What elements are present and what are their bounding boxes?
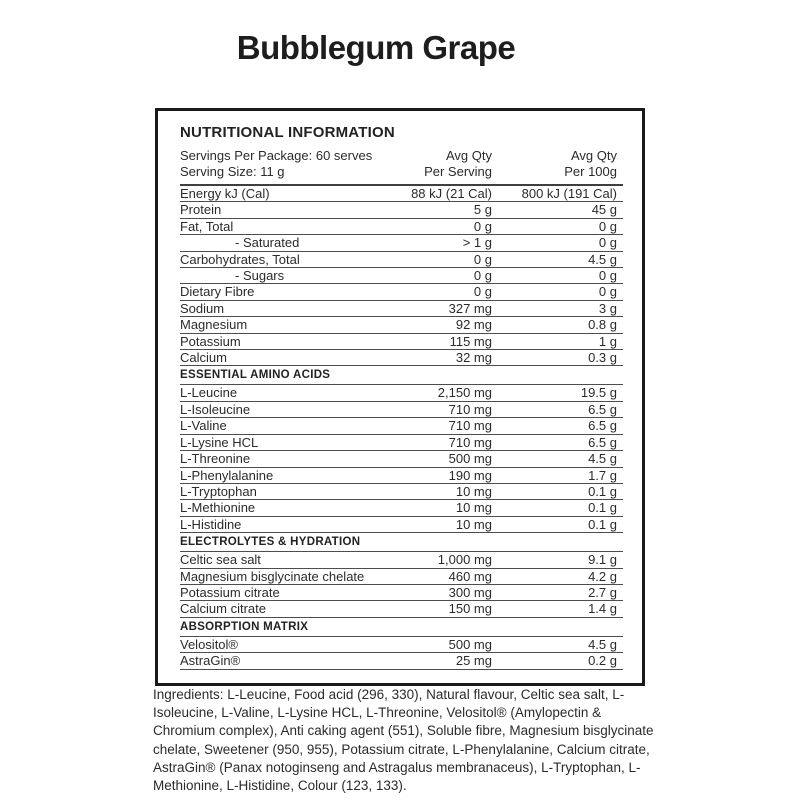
table-row [180, 252, 623, 268]
table-row [180, 402, 623, 418]
serving-info [180, 148, 373, 179]
row-label: L-Valine [180, 418, 227, 434]
table-row [180, 435, 623, 451]
row-per-serving-value: 710 mg [448, 401, 492, 417]
row-label: Carbohydrates, Total [180, 251, 300, 267]
row-label: L-Histidine [180, 516, 242, 532]
row-label: ABSORPTION MATRIX [180, 620, 309, 633]
table-header-row [180, 148, 623, 186]
table-row [180, 468, 623, 484]
row-label: ELECTROLYTES & HYDRATION [180, 536, 361, 549]
row-per-100g-value: 0.1 g [588, 500, 617, 516]
row-per-100g-value: 6.5 g [588, 418, 617, 434]
row-per-100g-value: 0.2 g [588, 653, 617, 669]
row-per-serving-value: 92 mg [455, 317, 492, 333]
servings-per-package: Servings Per Package: 60 serves [180, 148, 373, 163]
row-per-serving-value: 500 mg [448, 451, 492, 467]
row-per-serving-value: 32 mg [455, 350, 492, 366]
row-label: Sodium [180, 300, 225, 316]
row-per-serving-value: 460 mg [448, 568, 492, 584]
row-label: L-Phenylalanine [180, 467, 274, 483]
table-row [180, 637, 623, 653]
table-row [180, 317, 623, 333]
serving-size: Serving Size: 11 g [180, 163, 285, 179]
row-per-serving-value: 327 mg [448, 300, 492, 316]
row-label: L-Lysine HCL [180, 434, 259, 450]
table-row [180, 517, 623, 533]
row-label: Celtic sea salt [180, 552, 261, 568]
table-row [180, 533, 623, 552]
table-row [180, 569, 623, 585]
row-per-serving-value: 0 g [473, 268, 492, 284]
row-per-100g-value: 1.7 g [588, 467, 617, 483]
row-label: L-Leucine [180, 385, 238, 401]
table-row [180, 350, 623, 366]
nutrition-panel [155, 108, 645, 686]
row-per-serving-value: 25 mg [455, 653, 492, 669]
row-per-serving-value: > 1 g [462, 235, 492, 251]
row-label: ESSENTIAL AMINO ACIDS [180, 369, 331, 382]
table-row [180, 202, 623, 218]
row-per-100g-value: 9.1 g [588, 552, 617, 568]
table-row [180, 268, 623, 284]
row-label: Potassium citrate [180, 584, 280, 600]
row-label: - Saturated [235, 235, 300, 251]
row-per-100g-value: 0 g [598, 268, 617, 284]
column-header-per-serving-line1: Avg Qty [445, 148, 492, 163]
row-per-serving-value: 88 kJ (21 Cal) [411, 186, 492, 201]
table-row [180, 334, 623, 350]
column-header-per-100g-line2: Per 100g [564, 163, 617, 179]
table-row [180, 219, 623, 235]
row-label: Energy kJ (Cal) [180, 186, 270, 201]
column-header-per-100g [492, 148, 623, 179]
row-per-serving-value: 10 mg [455, 516, 492, 532]
column-header-per-100g-line1: Avg Qty [570, 148, 617, 163]
row-label: Magnesium [180, 317, 248, 333]
row-per-serving-value: 5 g [473, 202, 492, 218]
row-label: L-Methionine [180, 500, 256, 516]
ingredients-text: Ingredients: L-Leucine, Food acid (296, 330), Natural flavour, Celtic sea salt, L-Isoleucine, L-Valine, L-Lysine HCL, L-Threonine, Velositol® (Amylopectin & Chromium complex), Anti caking agent (551), Soluble fibre, Magnesium bisglycinate chelate, Sweetener (950, 955), Potassium citrate, L-Phenylalanine, Calcium citrate, AstraGin® (Panax notoginseng and Astragalus membranaceus), L-Tryptophan, L-Methionine, L-Histidine, Colour (123, 133). [153, 687, 654, 794]
row-per-serving-value: 710 mg [448, 434, 492, 450]
row-per-100g-value: 45 g [591, 202, 617, 218]
row-per-100g-value: 4.2 g [588, 568, 617, 584]
row-label: L-Tryptophan [180, 483, 257, 499]
row-per-serving-value: 10 mg [455, 483, 492, 499]
row-per-serving-value: 115 mg [449, 333, 492, 349]
row-label: L-Threonine [180, 451, 251, 467]
row-per-serving-value: 10 mg [455, 500, 492, 516]
row-per-100g-value: 0 g [598, 218, 617, 234]
column-header-per-serving-line2: Per Serving [424, 163, 492, 179]
table-row [180, 653, 623, 669]
row-per-100g-value: 0.1 g [588, 483, 617, 499]
row-label: L-Isoleucine [180, 401, 251, 417]
row-per-100g-value: 0.8 g [588, 317, 617, 333]
row-label: Magnesium bisglycinate chelate [180, 568, 365, 584]
row-label: Calcium citrate [180, 601, 266, 617]
row-label: Potassium [180, 333, 241, 349]
row-per-100g-value: 2.7 g [588, 584, 617, 600]
row-label: Fat, Total [180, 218, 234, 234]
table-row [180, 418, 623, 434]
table-row [180, 385, 623, 401]
row-per-100g-value: 1 g [598, 333, 617, 349]
table-row [180, 484, 623, 500]
table-row [180, 235, 623, 251]
row-per-100g-value: 0 g [598, 284, 617, 300]
table-row [180, 601, 623, 617]
table-row [180, 585, 623, 601]
table-row [180, 618, 623, 637]
row-per-100g-value: 6.5 g [588, 401, 617, 417]
panel-header-title: NUTRITIONAL INFORMATION [180, 124, 395, 141]
row-per-serving-value: 500 mg [448, 636, 492, 652]
row-per-serving-value: 300 mg [448, 584, 492, 600]
row-per-100g-value: 3 g [598, 300, 617, 316]
row-label: Velositol® [180, 636, 238, 652]
row-per-100g-value: 4.5 g [588, 451, 617, 467]
nutrition-table [180, 186, 623, 670]
row-label: Calcium [180, 350, 227, 366]
row-per-100g-value: 4.5 g [588, 636, 617, 652]
table-row [180, 552, 623, 568]
row-per-serving-value: 190 mg [448, 467, 492, 483]
row-label: Protein [180, 202, 222, 218]
row-per-100g-value: 19.5 g [580, 385, 617, 401]
row-per-100g-value: 1.4 g [588, 601, 617, 617]
row-per-100g-value: 0.1 g [588, 516, 617, 532]
row-per-serving-value: 0 g [473, 251, 492, 267]
table-row [180, 500, 623, 516]
row-per-serving-value: 150 mg [448, 601, 492, 617]
row-per-100g-value: 0.3 g [588, 350, 617, 366]
page-title: Bubblegum Grape [236, 29, 516, 66]
row-per-100g-value: 6.5 g [588, 434, 617, 450]
row-per-serving-value: 0 g [473, 218, 492, 234]
row-per-serving-value: 0 g [473, 284, 492, 300]
row-per-100g-value: 0 g [598, 235, 617, 251]
table-row [180, 301, 623, 317]
row-label: - Sugars [235, 268, 285, 284]
table-row [180, 366, 623, 385]
row-label: AstraGin® [180, 653, 241, 669]
row-per-100g-value: 4.5 g [588, 251, 617, 267]
table-row [180, 451, 623, 467]
row-label: Dietary Fibre [180, 284, 255, 300]
table-row [180, 284, 623, 300]
column-header-per-serving [342, 148, 492, 179]
row-per-serving-value: 2,150 mg [437, 385, 492, 401]
row-per-100g-value: 800 kJ (191 Cal) [521, 186, 617, 201]
row-per-serving-value: 710 mg [448, 418, 492, 434]
row-per-serving-value: 1,000 mg [437, 552, 492, 568]
table-row [180, 186, 623, 202]
